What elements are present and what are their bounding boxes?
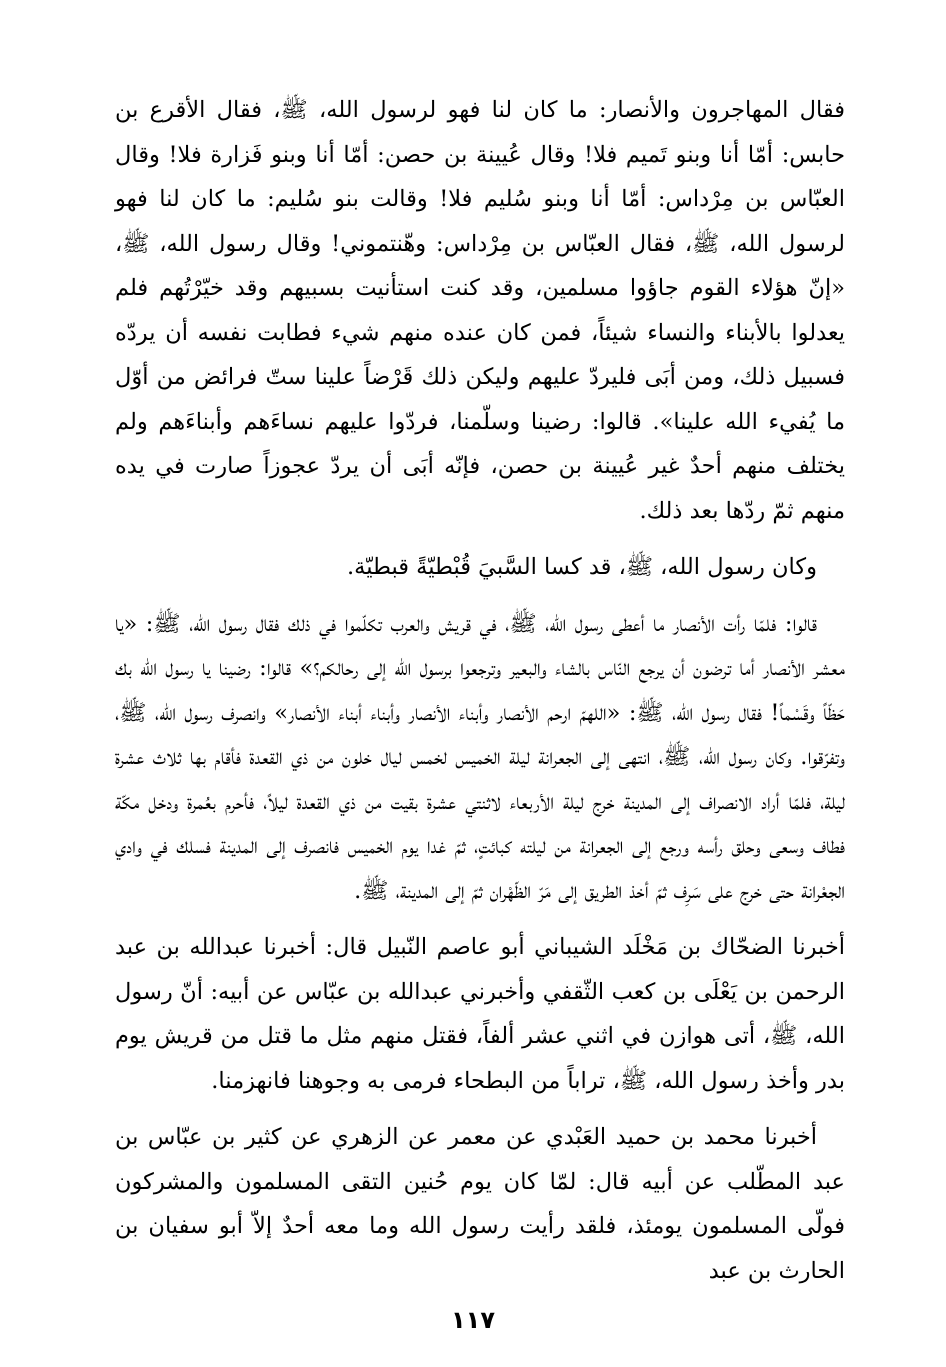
- paragraph-5: أخبرنا محمد بن حميد العَبْدي عن معمر عن الزهري عن كثير بن عبّاس بن عبد المطّلب عن أبيه قال: لمّا كان يوم حُنين التقى المسلمون والمشركون فولّى المسلمون يومئذ، فلقد رأيت رسول الله وما معه أحدٌ إلاّ أبو سفيان بن الحارث بن عبد: [115, 1124, 845, 1284]
- paragraph-1: فقال المهاجرون والأنصار: ما كان لنا فهو لرسول الله، ﷺ، فقال الأقرع بن حابس: أمّا أنا وبنو تَميم فلا! وقال عُيينة بن حصن: أمّا أنا وبنو فَزارة فلا! وقال العبّاس بن مِرْداس: أمّا أنا وبنو سُليم فلا! وقالت بنو سُليم: ما كان لنا فهو لرسول الله، ﷺ، فقال العبّاس بن مِرْداس: وهّنتموني! وقال رسول الله، ﷺ، «إنّ هؤلاء القوم جاؤوا مسلمين، وقد كنت استأنيت بسبيهم وقد خيّرْتُهم فلم يعدلوا بالأبناء والنساء شيئاً، فمن كان عنده منهم شيء فطابت نفسه أن يردّه فسبيل ذلك، ومن أبَى فليردّ عليهم وليكن ذلك قَرْضاً علينا ستّ فرائض من أوّل ما يُفيء الله علينا». قالوا: رضينا وسلّمنا، فردّوا عليهم نساءَهم وأبناءَهم ولم يختلف منهم أحدٌ غير عُيينة بن حصن، فإنّه أبَى أن يردّ عجوزاً صارت في يده منهم ثمّ ردّها بعد ذلك.: [115, 97, 845, 524]
- paragraph-2: وكان رسول الله، ﷺ، قد كسا السَّبيَ قُبْطيّةً قبطيّة.: [347, 554, 817, 580]
- paragraph-4: أخبرنا الضحّاك بن مَخْلَد الشيباني أبو عاصم النّبيل قال: أخبرنا عبدالله بن عبد الرحمن بن يَعْلَى بن كعب الثّقفي وأخبرني عبدالله بن عبّاس عن أبيه: أنّ رسول الله، ﷺ، أتى هوازن في اثني عشر ألفاً، فقتل منهم مثل ما قتل من قريش يوم بدر وأخذ رسول الله، ﷺ، تراباً من البطحاء فرمى به وجوهنا فانهزمنا.: [115, 934, 845, 1094]
- paragraph-3: قالوا: فلمّا رأت الأنصار ما أعطى رسول الله، ﷺ، في قريش والعرب تكلّموا في ذلك فقال رسول الله، ﷺ: «يا معشر الأنصار أما ترضون أن يرجع النّاس بالشاء والبعير وترجعوا برسول الله إلى رحالكم؟» قالوا: رضينا يا رسول الله بك حَظّاً وقَسْماً! فقال رسول الله، ﷺ: «اللهمّ ارحم الأنصار وأبناء الأنصار وأبناء أبناء الأنصار» وانصرف رسول الله، ﷺ، وتفرّقوا. وكان رسول الله، ﷺ، انتهى إلى الجعرانة ليلة الخميس لخمس ليال خلون من ذي القعدة فأقام بها ثلاث عشرة ليلة، فلمّا أراد الانصراف إلى المدينة خرج ليلة الأربعاء لاثنتي عشرة بقيت من ذي القعدة ليلاً، فأحرم بعُمرة ودخل مكّة فطاف وسعى وحلق رأسه ورجع إلى الجعرانة من ليلته كبائتٍ، ثمّ غدا يوم الخميس فانصرف إلى المدينة فسلك في وادي الجعْرانة حتى خرج على سَرِف ثمّ أخذ الطريق إلى مَرّ الظّهْران ثمّ إلى المدينة، ﷺ.: [115, 610, 845, 904]
- page-number: ١١٧: [451, 1306, 495, 1334]
- body-text: [115, 88, 845, 1293]
